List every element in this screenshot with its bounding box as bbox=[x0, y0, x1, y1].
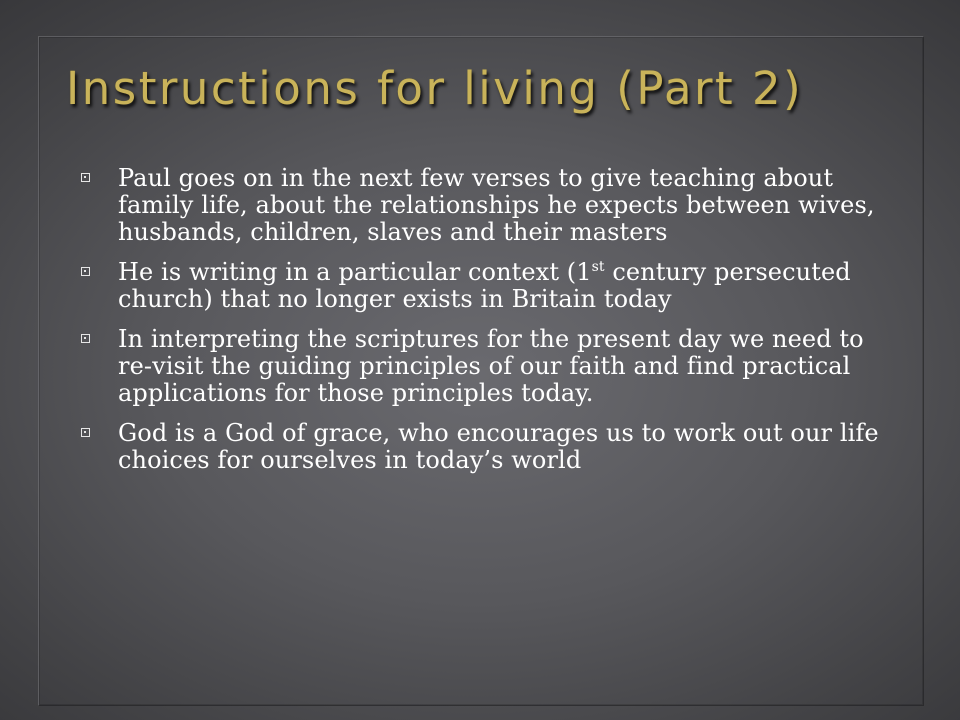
bullet-text: In interpreting the scriptures for the present day we need to re-visit the guiding principles of our faith and find practical applications for those principles today. bbox=[118, 325, 864, 407]
bullet-superscript: st bbox=[591, 259, 605, 275]
square-bullet-icon bbox=[81, 428, 90, 437]
bullet-text: Paul goes on in the next few verses to give teaching about family life, about the relationships he expects between wives, husbands, children, slaves and their masters bbox=[118, 164, 875, 246]
bullet-item bbox=[78, 326, 898, 407]
bullet-item bbox=[78, 420, 898, 474]
bullet-list bbox=[78, 165, 898, 487]
square-bullet-icon bbox=[81, 173, 90, 182]
bullet-text-end: century persecuted church) that no longer exists in Britain today bbox=[118, 258, 851, 313]
bullet-text: God is a God of grace, who encourages us to work out our life choices for ourselves in today’s world bbox=[118, 419, 879, 474]
bullet-item bbox=[78, 165, 898, 246]
square-bullet-icon bbox=[81, 334, 90, 343]
slide-title: Instructions for living (Part 2) bbox=[66, 62, 804, 115]
bullet-item bbox=[78, 259, 898, 313]
bullet-text-start: He is writing in a particular context (1 bbox=[118, 258, 592, 286]
square-bullet-icon bbox=[81, 267, 90, 276]
